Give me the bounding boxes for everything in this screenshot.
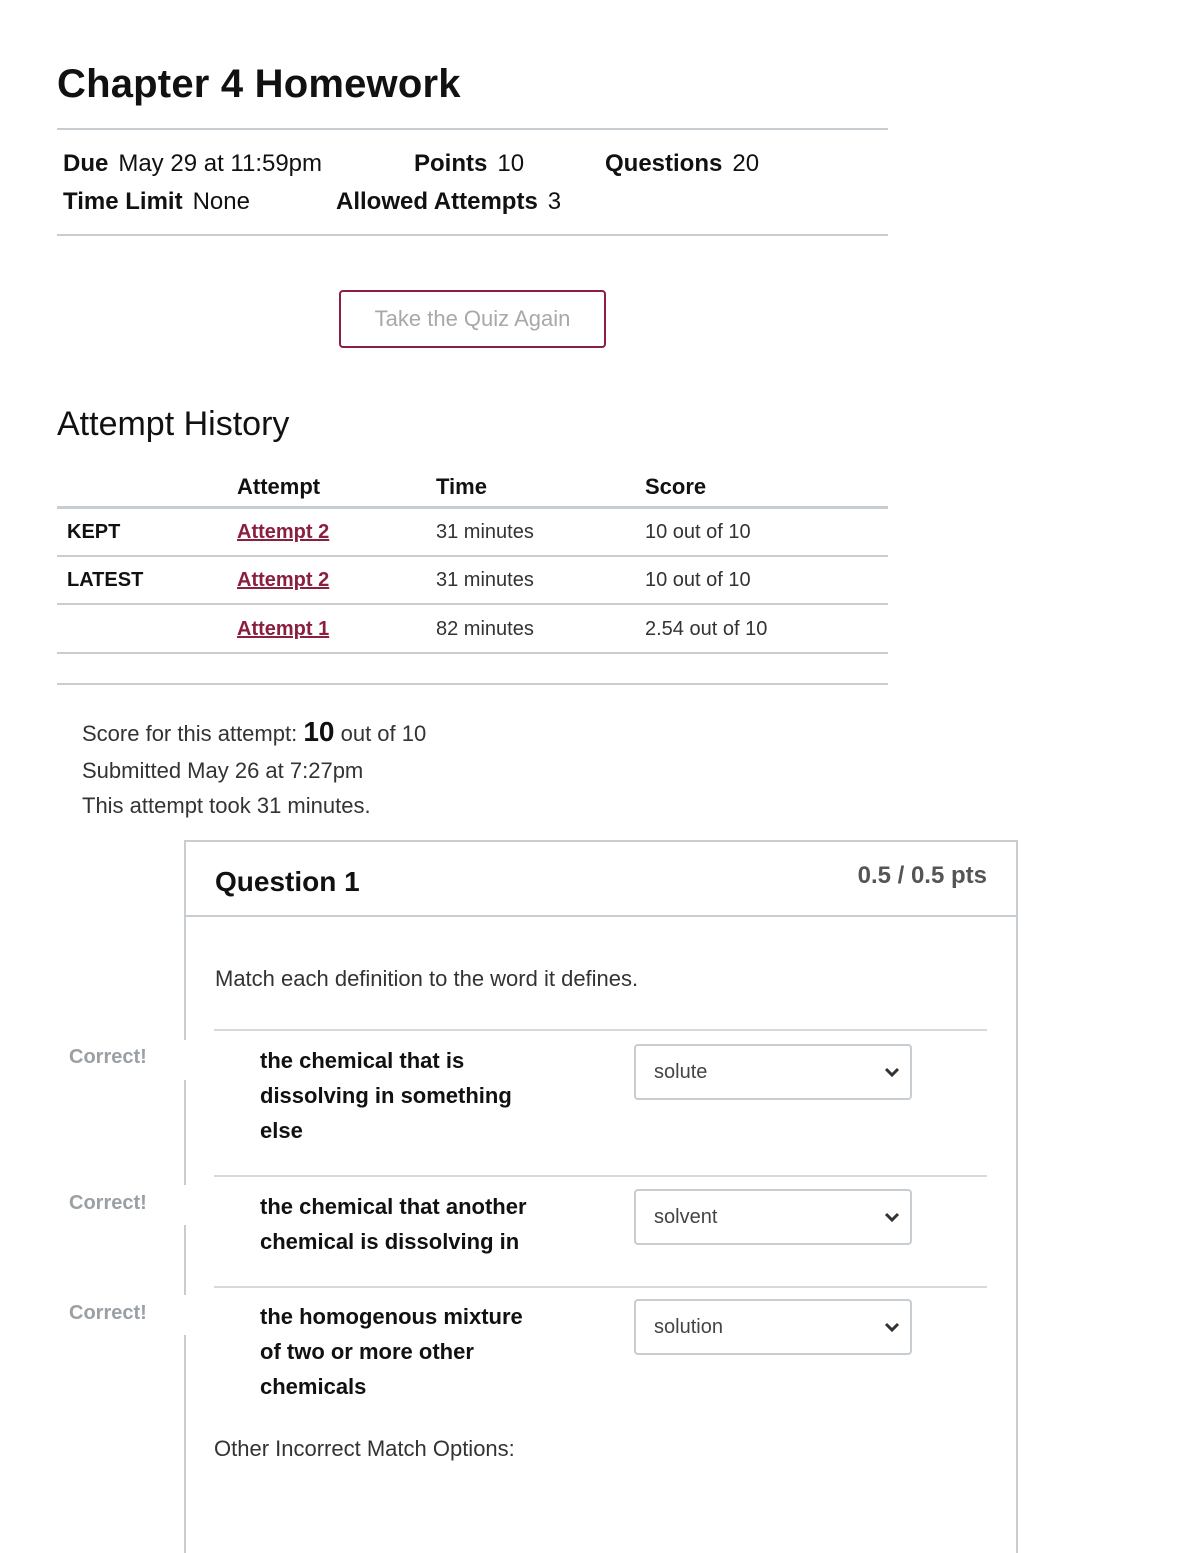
selected-value: solvent: [654, 1205, 718, 1228]
prompt-line: the chemical that is: [260, 1048, 465, 1073]
column-header-score: Score: [645, 474, 707, 499]
prompt-line: the homogenous mixture: [260, 1304, 523, 1329]
page-title: Chapter 4 Homework: [57, 62, 461, 106]
time-limit-value: None: [192, 188, 250, 215]
row-time: 31 minutes: [436, 521, 534, 543]
prompt-line: of two or more other: [260, 1339, 474, 1364]
due-value: May 29 at 11:59pm: [118, 150, 323, 177]
column-header-attempt: Attempt: [237, 474, 321, 499]
match-divider: [214, 1029, 987, 1031]
row-score: 10 out of 10: [645, 521, 751, 543]
chevron-down-icon: [884, 1211, 900, 1223]
correct-label: Correct!: [69, 1302, 147, 1324]
gutter-gap: [184, 1040, 186, 1080]
prompt-line: dissolving in something: [260, 1083, 512, 1108]
attempt-history-title: Attempt History: [57, 405, 290, 443]
column-header-time: Time: [436, 474, 487, 499]
correct-label: Correct!: [69, 1046, 147, 1068]
other-match-options-label: Other Incorrect Match Options:: [214, 1436, 515, 1461]
row-tag-kept: KEPT: [67, 521, 121, 543]
match-prompt: [260, 1299, 560, 1404]
allowed-attempts-value: 3: [547, 188, 562, 215]
attempt-2-latest-link[interactable]: Attempt 2: [237, 569, 330, 591]
attempt-duration: This attempt took 31 minutes.: [82, 793, 371, 818]
prompt-line: chemicals: [260, 1374, 367, 1399]
attempt-2-link[interactable]: Attempt 2: [237, 521, 330, 543]
chevron-down-icon: [884, 1066, 900, 1078]
points-label: Points: [414, 150, 488, 177]
title-divider: [57, 128, 888, 130]
chevron-down-icon: [884, 1321, 900, 1333]
points-info: [414, 150, 524, 178]
match-select-1[interactable]: [634, 1044, 912, 1100]
score-prefix: Score for this attempt:: [82, 721, 298, 746]
take-quiz-again-button[interactable]: Take the Quiz Again: [339, 290, 606, 348]
submitted-time: Submitted May 26 at 7:27pm: [82, 758, 364, 783]
allowed-attempts-info: [336, 188, 561, 216]
correct-label: Correct!: [69, 1192, 147, 1214]
question-points: 0.5 / 0.5 pts: [857, 862, 987, 889]
match-divider: [214, 1286, 987, 1288]
question-title: Question 1: [215, 866, 360, 897]
attempt-score: [82, 716, 426, 748]
questions-label: Questions: [605, 150, 723, 177]
questions-info: [605, 150, 759, 178]
time-limit-info: [63, 188, 250, 216]
prompt-line: else: [260, 1118, 303, 1143]
table-row-divider: [57, 555, 888, 557]
allowed-attempts-label: Allowed Attempts: [336, 188, 538, 215]
row-time: 82 minutes: [436, 618, 534, 640]
prompt-line: the chemical that another: [260, 1194, 527, 1219]
points-value: 10: [497, 150, 525, 177]
meta-divider: [57, 234, 888, 236]
table-row-divider: [57, 603, 888, 605]
questions-value: 20: [732, 150, 760, 177]
gutter-gap: [184, 1185, 186, 1225]
match-prompt: [260, 1189, 560, 1259]
question-text: Match each definition to the word it defines.: [215, 966, 639, 991]
selected-value: solution: [654, 1315, 723, 1338]
row-time: 31 minutes: [436, 569, 534, 591]
match-prompt: [260, 1043, 560, 1148]
score-suffix: out of 10: [340, 721, 427, 746]
match-divider: [214, 1175, 987, 1177]
due-label: Due: [63, 150, 109, 177]
prompt-line: chemical is dissolving in: [260, 1229, 520, 1254]
match-select-2[interactable]: [634, 1189, 912, 1245]
table-header-divider: [57, 506, 888, 509]
score-value: 10: [303, 716, 335, 747]
row-tag-latest: LATEST: [67, 569, 144, 591]
attempt-1-link[interactable]: Attempt 1: [237, 618, 330, 640]
table-bottom-divider: [57, 683, 888, 685]
row-score: 2.54 out of 10: [645, 618, 768, 640]
gutter-gap: [184, 1295, 186, 1335]
question-header: [186, 842, 1016, 917]
time-limit-label: Time Limit: [63, 188, 183, 215]
table-row-divider: [57, 652, 888, 654]
due-info: [63, 150, 322, 178]
row-score: 10 out of 10: [645, 569, 751, 591]
match-select-3[interactable]: [634, 1299, 912, 1355]
selected-value: solute: [654, 1060, 708, 1083]
